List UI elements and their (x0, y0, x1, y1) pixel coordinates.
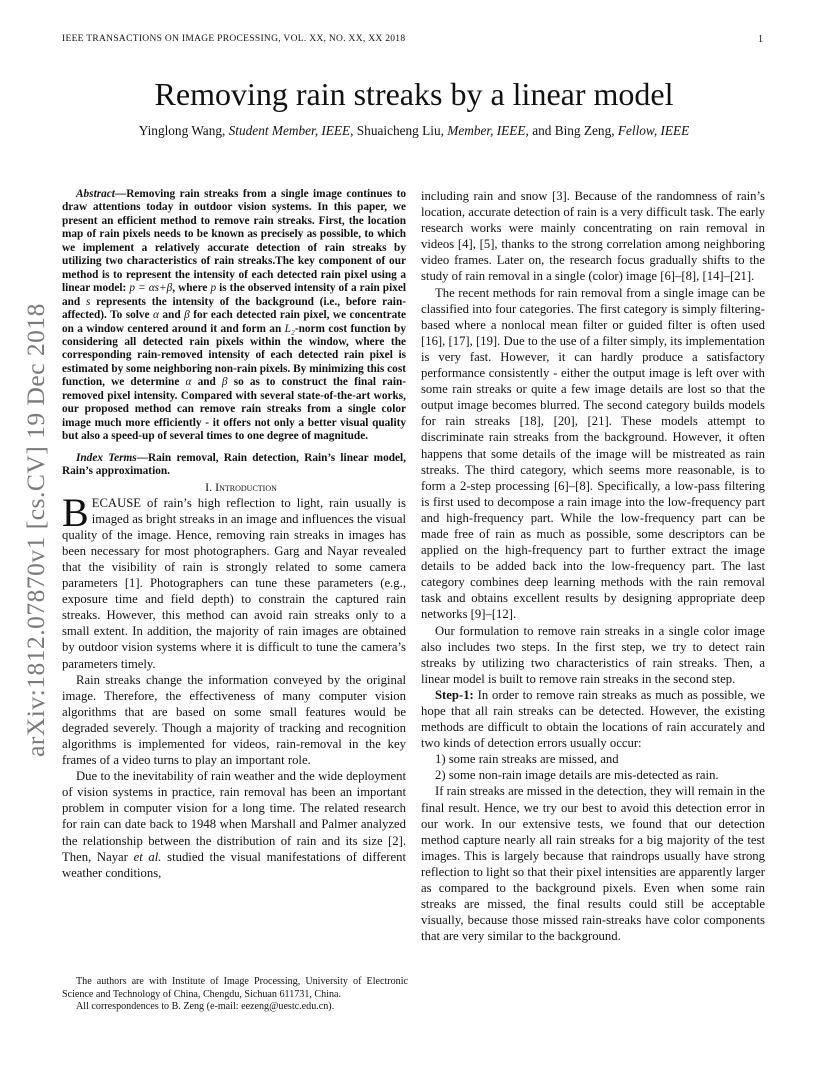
intro-paragraph-3 (62, 768, 406, 881)
intro-paragraph-1 (62, 489, 406, 672)
author-3-role: Fellow, IEEE (617, 123, 690, 138)
variable: s (85, 295, 91, 308)
paper-title: Removing rain streaks by a linear model (154, 76, 674, 112)
index-terms (62, 452, 406, 479)
paragraph-text: In order to remove rain streaks as much as possible, we hope that all rain streaks can be detected. However, the existing methods are difficult to obtain the locations of rain accurately and two kinds of detection errors usually occur: (421, 687, 765, 751)
abstract-text: and (158, 309, 185, 322)
right-column (421, 188, 765, 944)
abstract-text: and (191, 376, 222, 389)
right-paragraph-2: The recent methods for rain removal from a single image can be classified into four categories. The first category is simply filtering-based where a nonlocal mean filter or guided filter is often used [16], [17], [19]. Due to the use of a filter simply, its implementation is very fast. However, it can hardly produce a satisfactory performance consistently - either the output image is left over with some rain streaks or quite a few image details are lost so that the output image becomes blurred. The second category builds models for rain streaks [18], [20], [21]. These models attempt to discriminate rain streaks from the background. However, it often happens that some details of the image will be mistreated as rain streaks. The third category, which seems more reasonable, is to form a 2-step processing [6]–[8]. Specifically, a low-pass filtering is first used to decompose a rain image into the low-frequency part and high-frequency part. While the low-frequency part can be made free of rain as much as possible, some descriptors can be applied on the high-frequency part to further extract the image details to be added back into the low-frequency part. The last category combines deep learning methods with the rain removal task and obtains excellent results by designing appropriate deep networks [9]–[12]. (421, 285, 765, 622)
abstract-text: , where (172, 282, 211, 295)
page-number: 1 (758, 34, 763, 45)
variable: α (153, 309, 159, 322)
section-title: Introduction (215, 479, 277, 494)
footnote-line-2: All correspondences to B. Zeng (e-mail: eezeng@uestc.edu.cn). (76, 1001, 335, 1013)
abstract-text: so as to construct the final rain-removed pixel intensity. Compared with several state-of-the-art works, our proposed method can remove rain streaks from a single color image much more efficiently - it offers not only a better visual quality but also a speed-up of several times to one degree of magnitude. (62, 376, 407, 443)
abstract-text: is the observed intensity of a rain pixel and (62, 282, 407, 308)
abstract-text: for each detected rain pixel, we concentrate on a window centered around it and form an (62, 309, 407, 335)
footnote (62, 976, 408, 1014)
left-column (62, 188, 406, 881)
intro-paragraph-2: Rain streaks change the information conveyed by the original image. Therefore, the effectiveness of many computer vision algorithms that are based on some small features would be degraded severely. Though a majority of tracking and recognition algorithms is implemented for videos, rain-removal in the key frames of a video turns to play an important role. (62, 672, 406, 768)
variable: β (221, 376, 228, 389)
et-al: et al. (133, 849, 162, 864)
abstract-text: —Removing rain streaks from a single image continues to draw attentions today in outdoor vision systems. In this paper, we present an efficient method to remove rain streaks. First, the location map of rain pixels needs to be known as precisely as possible, to which we implement a relatively accurate detection of rain streaks by utilizing two characteristics of rain streaks.The key component of our method is to represent the intensity of each detected rain pixel using a linear model: (62, 188, 406, 295)
variable: β (184, 309, 190, 322)
author-3: , and Bing Zeng, (525, 123, 618, 138)
step-label: Step-1: (435, 687, 474, 702)
author-line (60, 123, 768, 139)
paragraph-text: ECAUSE of rain’s high reflection to light, rain usually is imaged as bright streaks in an image and influences the visual quality of the image. Hence, removing rain streaks in images has been necessary for most photographers. Garg and Nayar revealed that the visibility of rain is strongly related to some camera parameters [1]. Photographers can tune these parameters (e.g., exposure time and field depth) to constrain the captured rain streaks. However, this method can avoid rain streaks only to a small extent. In addition, the majority of rain images are obtained by outdoor vision systems where it is difficult to tune the camera’s parameters timely. (62, 495, 406, 671)
footnote-line-1: The authors are with Institute of Image Processing, University of Electronic Science and Technology of China, Chengdu, Sichuan 611731, China. (62, 976, 408, 1000)
arxiv-stamp: arXiv:1812.07870v1 [cs.CV] 19 Dec 2018 (21, 303, 50, 757)
section-number: I. (205, 479, 216, 494)
variable: p (210, 282, 217, 295)
section-heading (62, 479, 406, 495)
author-1-role: Student Member, IEEE (228, 123, 351, 138)
paragraph-text: studied the visual manifestations of different weather conditions, (62, 849, 406, 880)
formula: p = αs+β (129, 282, 173, 295)
index-terms-label: Index Terms (76, 451, 137, 464)
author-1: Yinglong Wang, (138, 123, 229, 138)
running-header: IEEE TRANSACTIONS ON IMAGE PROCESSING, VOL. XX, NO. XX, XX 2018 (62, 34, 406, 44)
right-paragraph-5: If rain streaks are missed in the detection, they will remain in the final result. Hence, we try our best to avoid this detection error in our work. In our extensive tests, we found that our detection method capture nearly all rain streaks for a big majority of the test images. This is largely because that raindrops usually have strong reflection to light so that their pixel intensities are apparently larger as compared to the background pixels. Even when some rain streaks are missed, the final results could still be acceptable visually, because those missed rain-streaks have color components that are very similar to the background. (421, 784, 765, 944)
right-paragraph-1: including rain and snow [3]. Because of the randomness of rain’s location, accurate detection of rain is a very difficult task. The early research works were mainly concentrating on rain removal in videos [4], [5], thanks to the strong correlation among neighboring video frames. Later on, the research focus gradually shifts to the study of rain removal in a single (color) image [6]–[8], [14]–[21]. (421, 189, 765, 284)
variable: L₂ (284, 322, 295, 335)
drop-cap: B (62, 489, 89, 535)
abstract-text: represents the intensity of the background (i.e., before rain-affected). To solve (62, 295, 406, 322)
right-paragraph-4 (421, 687, 765, 751)
variable: α (185, 376, 192, 389)
abstract-text: -norm cost function by considering all detected rain pixels within the window, where the corresponding rain-removed intensity of each detected rain pixel is estimated by some neighboring non-rain pixels. By minimizing this cost function, we determine (62, 322, 406, 389)
right-paragraph-3: Our formulation to remove rain streaks in a single color image also includes two steps. In the first step, we try to detect rain streaks by utilizing two characteristics of rain streaks. Then, a linear model is built to remove rain streaks in the second step. (421, 623, 765, 686)
author-2: , Shuaicheng Liu, (350, 123, 448, 138)
author-2-role: Member, IEEE (447, 123, 526, 138)
list-item: 1) some rain streaks are missed, and (435, 752, 619, 767)
abstract-label: Abstract (76, 188, 115, 200)
abstract (62, 188, 406, 444)
paragraph-text: Due to the inevitability of rain weather and the wide deployment of vision systems in practice, rain removal has been an important problem in computer vision for a long time. The related research for rain can date back to 1948 when Marshall and Palmer analyzed the relationship between the distribution of rain and its size [2]. Then, Nayar (62, 769, 406, 864)
index-terms-text: —Rain removal, Rain detection, Rain’s linear model, Rain’s approximation. (62, 451, 407, 478)
list-item: 2) some non-rain image details are mis-detected as rain. (435, 768, 719, 783)
